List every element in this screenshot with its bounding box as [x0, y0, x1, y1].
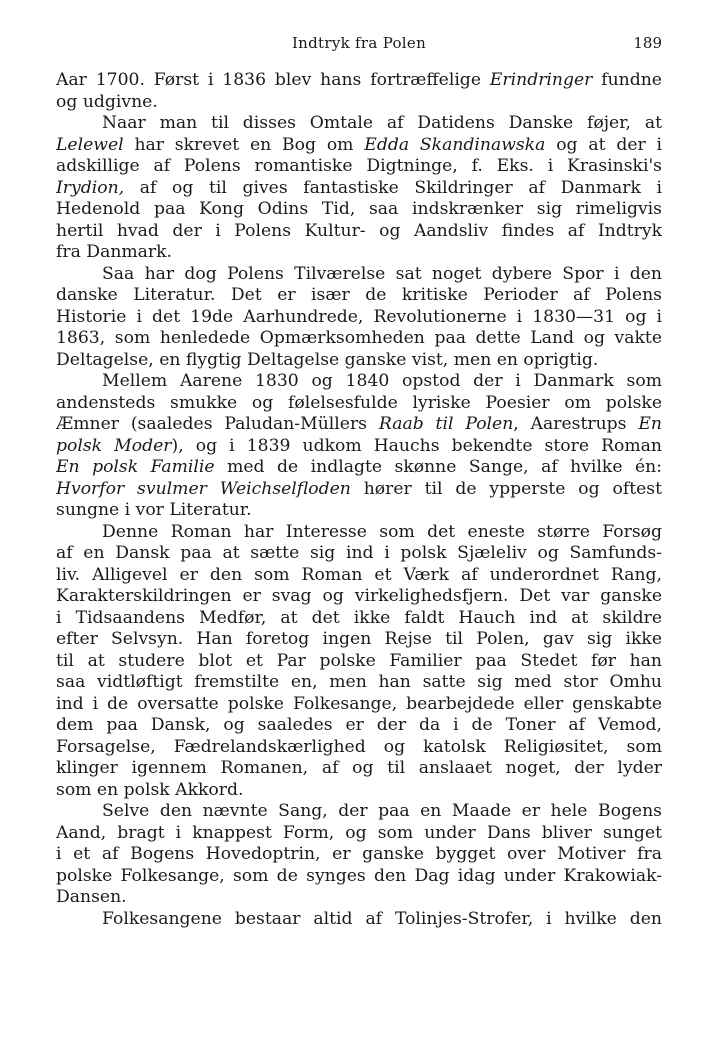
text-run: , Aarestrups: [513, 414, 639, 434]
text-line: [56, 221, 662, 243]
text-run: Denne Roman har Interesse som det eneste større Forsøg: [102, 521, 662, 542]
text-line: [56, 672, 662, 694]
text-line: [56, 242, 662, 264]
page-number: 189: [633, 34, 662, 52]
text-line: [56, 178, 662, 200]
text-line: [56, 199, 662, 221]
book-page: [56, 30, 662, 930]
text-line: [56, 543, 662, 565]
text-line: [56, 500, 662, 522]
body-text: [56, 70, 662, 930]
text-line: [56, 909, 662, 931]
italic-title: polsk Moder: [56, 435, 172, 456]
text-run: som en polsk Akkord.: [56, 779, 244, 800]
text-run: efter Selvsyn. Han foretog ingen Rejse til Polen, gav sig ikke: [56, 629, 662, 649]
text-run: sungne i vor Literatur.: [56, 500, 252, 520]
text-run: Deltagelse, en flygtig Deltagelse ganske vist, men en oprigtig.: [56, 349, 599, 370]
text-run: danske Literatur. Det er især de kritiske Perioder af Polens: [56, 285, 662, 305]
text-run: Æmner (saaledes Paludan-Müllers: [56, 414, 379, 434]
text-line: [56, 780, 662, 802]
text-line: [56, 608, 662, 630]
italic-title: Edda Skandinawska: [364, 134, 546, 155]
text-run: dem paa Dansk, og saaledes er der da i de Toner af Vemod,: [56, 715, 662, 735]
text-run: med de indlagte skønne Sange, af hvilke én:: [214, 457, 662, 477]
text-run: Historie i det 19de Aarhundrede, Revolutionerne i 1830—31 og i: [56, 306, 662, 327]
text-run: fundne: [592, 70, 662, 90]
text-line: [56, 844, 662, 866]
text-line: [56, 887, 662, 909]
text-line: [56, 715, 662, 737]
text-run: ind i de oversatte polske Folkesange, bearbejdede eller genskabte: [56, 693, 662, 714]
text-line: [56, 92, 662, 114]
text-run: har skrevet en Bog om: [123, 134, 365, 155]
italic-title: Lelewel: [56, 134, 124, 155]
text-line: [56, 801, 662, 823]
text-line: [56, 414, 662, 436]
text-line: [56, 350, 662, 372]
text-run: saa vidtløftigt fremstilte en, men han satte sig med stor Omhu: [56, 672, 662, 692]
text-line: [56, 113, 662, 135]
text-line: [56, 135, 662, 157]
text-line: [56, 70, 662, 92]
text-line: [56, 371, 662, 393]
text-run: liv. Alligevel er den som Roman et Værk af underordnet Rang,: [56, 564, 662, 585]
text-run: fra Danmark.: [56, 242, 173, 262]
italic-title: En polsk Familie: [56, 457, 215, 477]
text-run: Karakterskildringen er svag og virkelighedsfjern. Det var ganske: [56, 586, 662, 606]
text-line: [56, 586, 662, 608]
text-run: Mellem Aarene 1830 og 1840 opstod der i Danmark som: [102, 371, 662, 391]
text-run: klinger igennem Romanen, af og til anslaaet noget, der lyder: [56, 758, 662, 778]
text-run: 1863, som henledede Opmærksomheden paa dette Land og vakte: [56, 328, 662, 348]
running-title: Indtryk fra Polen: [291, 34, 427, 52]
text-run: Naar man til disses Omtale af Datidens Danske føjer, at: [102, 113, 662, 133]
text-line: [56, 264, 662, 286]
text-line: [56, 307, 662, 329]
text-run: hører til de ypperste og oftest: [350, 478, 662, 499]
text-run: Aar 1700. Først i 1836 blev hans fortræffelige: [56, 70, 490, 90]
text-run: i Tidsaandens Medfør, at det ikke faldt Hauch ind at skildre: [56, 607, 662, 628]
italic-title: Raab til Polen: [378, 414, 514, 434]
text-run: polske Folkesange, som de synges den Dag idag under Krakowiak-: [56, 865, 662, 886]
text-line: [56, 565, 662, 587]
text-run: andensteds smukke og følelsesfulde lyriske Poesier om polske: [56, 392, 662, 413]
text-run: og udgivne.: [56, 91, 158, 112]
text-line: [56, 393, 662, 415]
text-line: [56, 694, 662, 716]
text-line: [56, 328, 662, 350]
italic-title: Irydion,: [56, 177, 125, 198]
text-run: Selve den nævnte Sang, der paa en Maade er hele Bogens: [102, 801, 662, 821]
text-line: [56, 285, 662, 307]
text-run: af og til gives fantastiske Skildringer af Danmark i: [124, 177, 662, 198]
text-run: i et af Bogens Hovedoptrin, er ganske bygget over Motiver fra: [56, 844, 662, 864]
text-line: [56, 479, 662, 501]
text-line: [56, 522, 662, 544]
text-line: [56, 823, 662, 845]
text-run: Hedenold paa Kong Odins Tid, saa indskrænker sig rimeligvis: [56, 199, 662, 219]
text-line: [56, 758, 662, 780]
text-run: Saa har dog Polens Tilværelse sat noget dybere Spor i den: [102, 263, 662, 284]
text-run: af en Dansk paa at sætte sig ind i polsk Sjæleliv og Samfunds-: [56, 543, 662, 563]
italic-title: Hvorfor svulmer Weichselfloden: [56, 478, 351, 499]
text-run: adskillige af Polens romantiske Digtninge, f. Eks. i Krasinski's: [56, 156, 662, 176]
text-line: [56, 651, 662, 673]
text-line: [56, 156, 662, 178]
text-run: Dansen.: [56, 887, 127, 907]
text-line: [56, 436, 662, 458]
text-line: [56, 629, 662, 651]
text-run: Folkesangene bestaar altid af Tolinjes-Strofer, i hvilke den: [102, 908, 662, 929]
text-line: [56, 457, 662, 479]
text-run: ), og i 1839 udkom Hauchs bekendte store Roman: [171, 435, 662, 456]
text-run: hertil hvad der i Polens Kultur- og Aandsliv findes af Indtryk: [56, 220, 662, 241]
text-line: [56, 737, 662, 759]
running-header: [56, 30, 662, 56]
text-line: [56, 866, 662, 888]
italic-title: Erindringer: [489, 70, 593, 90]
text-run: til at studere blot et Par polske Familier paa Stedet før han: [56, 650, 662, 671]
text-run: Aand, bragt i knappest Form, og som under Dans bliver sunget: [56, 822, 662, 843]
text-run: og at der i: [545, 134, 662, 155]
italic-title: En: [638, 414, 662, 434]
text-run: Forsagelse, Fædrelandskærlighed og katolsk Religiøsitet, som: [56, 736, 662, 757]
